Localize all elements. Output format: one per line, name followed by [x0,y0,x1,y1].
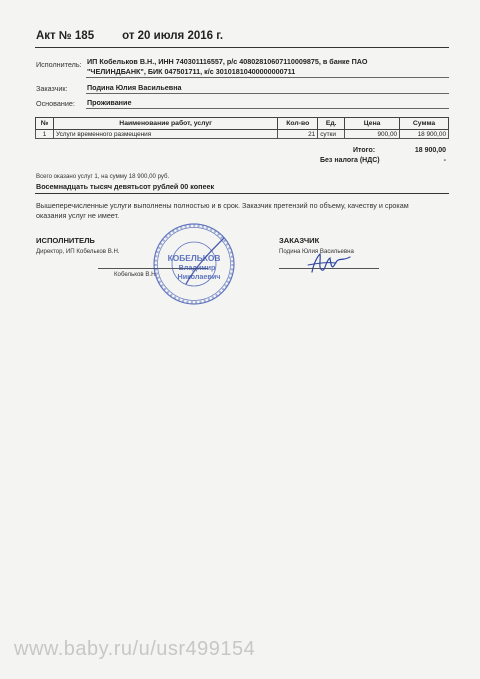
document-title [36,30,223,42]
customer-name: Подина Юлия Васильевна [279,248,354,255]
basis-underline [86,108,449,109]
customer-signature-heading: ЗАКАЗЧИК [279,236,320,245]
company-stamp [152,222,236,306]
header-sum: Сумма [400,118,449,130]
cell-unit: сутки [318,130,345,139]
services-count-line: Всего оказано услуг 1, на сумму 18 900,00 руб. [36,173,170,180]
stamp-center-text-3: Николаевич [177,272,221,281]
executor-value-line2: "ЧЕЛИНДБАНК", БИК 047501711, к/с 30101810400000000711 [87,67,296,76]
act-date: от 20 июля 2016 г. [122,30,224,42]
header-num: № [36,118,54,130]
executor-label: Исполнитель: [36,60,82,69]
header-name: Наименование работ, услуг [53,118,277,130]
cell-name: Услуги временного размещения [53,130,277,139]
executor-name: Кобельков В.Н. [114,271,158,278]
cell-price: 900,00 [345,130,400,139]
header-unit: Ед. [318,118,345,130]
cell-num: 1 [36,130,54,139]
stamp-center-text-2: Владимир [178,263,216,272]
title-rule [35,47,449,48]
basis-label: Основание: [36,99,75,108]
customer-underline [86,93,449,94]
stamp-center-text-1: КОБЕЛЬКОВ [167,253,221,263]
header-qty: Кол-во [278,118,318,130]
cell-sum: 18 900,00 [400,130,449,139]
vat-label: Без налога (НДС) [320,157,380,164]
table-row [36,130,449,139]
act-number: Акт № 185 [36,30,95,42]
cell-qty: 21 [278,130,318,139]
basis-value: Проживание [87,98,132,107]
header-price: Цена [345,118,400,130]
total-label: Итого: [353,147,376,154]
vat-value: - [443,157,446,164]
conclusion-text: Вышеперечисленные услуги выполнены полностью и в срок. Заказчик претензий по объему, качеству и срокам оказания услуг не имеет. [36,201,409,220]
executor-value-line1: ИП Кобельков В.Н., ИНН 740301116557, р/с 40802810607110009875, в банке ПАО [87,57,368,66]
summary-rule [35,193,449,194]
total-value: 18 900,00 [414,147,446,154]
amount-in-words: Восемнадцать тысяч девятьсот рублей 00 копеек [36,182,215,191]
executor-position: Директор, ИП Кобельков В.Н. [36,248,120,255]
customer-value: Подина Юлия Васильевна [87,83,182,92]
website-watermark: www.baby.ru/u/usr499154 [14,638,256,660]
executor-signature-heading: ИСПОЛНИТЕЛЬ [36,236,95,245]
executor-underline [86,77,449,78]
table-header-row [36,118,449,130]
customer-handwritten-signature [306,250,354,276]
items-table [35,117,449,139]
customer-label: Заказчик: [36,84,68,93]
